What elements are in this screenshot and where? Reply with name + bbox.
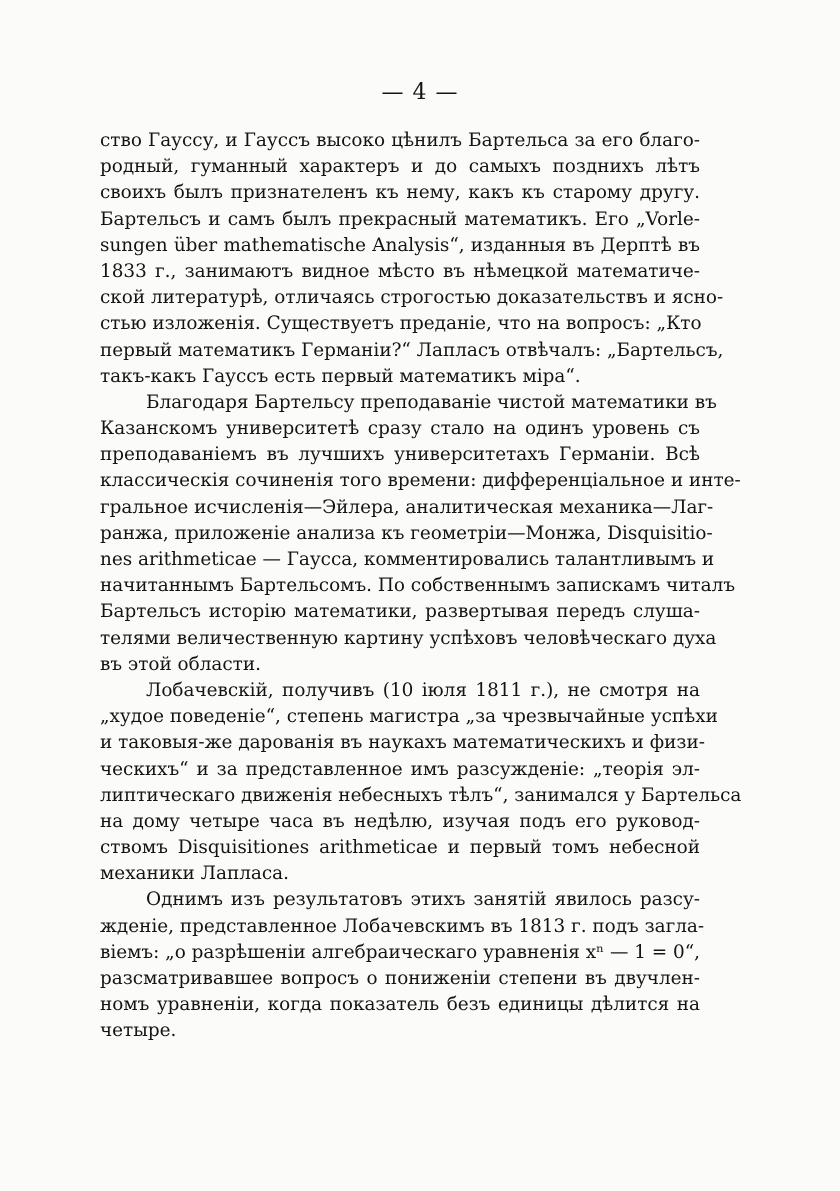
text-line: гральное исчисленія—Эйлера, аналитическая механика—Лаг-	[100, 496, 714, 518]
text-line: ствомъ Disquisitiones arithmeticae и первый томъ небесной	[100, 837, 700, 859]
text-line: Лобачевскій, получивъ (10 іюля 1811 г.), не смотря на	[146, 679, 700, 701]
text-line: ство Гауссу, и Гауссъ высоко цѣнилъ Бартельса за его благо-	[100, 130, 700, 151]
text-line: телями величественную картину успѣховъ человѣческаго духа	[100, 627, 717, 649]
text-line: стью изложенія. Существуетъ преданіе, что на вопросъ: „Кто	[100, 313, 702, 335]
text-line: віемъ: „о разрѣшеніи алгебраическаго уравненія xⁿ — 1 = 0“,	[100, 941, 700, 963]
text-line: номъ уравненіи, когда показатель безъ единицы дѣлится на	[100, 994, 700, 1016]
text-line: жденіе, представленное Лобачевскимъ въ 1813 г. подъ загла-	[100, 915, 705, 937]
text-line: „худое поведеніе“, степень магистра „за чрезвычайные успѣхи	[100, 706, 718, 728]
text-line: Благодаря Бартельсу преподаваніе чистой математики въ	[146, 391, 717, 413]
text-line: преподаваніемъ въ лучшихъ университетахъ Германіи. Всѣ	[100, 444, 700, 466]
text-line: 1833 г., занимаютъ видное мѣсто въ нѣмецкой математиче-	[100, 260, 700, 282]
body-text	[100, 128, 742, 1045]
text-line: своихъ былъ признателенъ къ нему, какъ къ старому другу.	[100, 182, 700, 204]
paragraph-4	[100, 887, 705, 1044]
text-line: и таковыя-же дарованія въ наукахъ математическихъ и физи-	[100, 732, 705, 754]
paragraph-3	[100, 678, 742, 888]
text-line: родный, гуманный характеръ и до самыхъ позднихъ лѣтъ	[100, 156, 700, 178]
text-line: на дому четыре часа въ недѣлю, изучая подъ его руковод-	[100, 810, 700, 832]
text-line: Однимъ изъ результатовъ этихъ занятій явилось разсу-	[146, 889, 700, 911]
text-line: первый математикъ Германіи?“ Лапласъ отвѣчалъ: „Бартельсъ,	[100, 339, 724, 361]
text-line: начитаннымъ Бартельсомъ. По собственнымъ запискамъ читалъ	[100, 575, 736, 597]
text-line: ранжа, приложеніе анализа къ геометріи—Монжа, Disquisitio-	[100, 522, 713, 544]
text-line: Бартельсъ и самъ былъ прекрасный математикъ. Его „Vorle-	[100, 208, 700, 230]
text-line: Казанскомъ университетѣ сразу стало на одинъ уровень съ	[100, 418, 700, 440]
text-line: ческихъ“ и за представленное имъ разсужденіе: „теорія эл-	[100, 758, 700, 780]
text-line: ской литературѣ, отличаясь строгостью доказательствъ и ясно-	[100, 287, 724, 309]
text-line: классическія сочиненія того времени: дифференціальное и инте-	[100, 470, 741, 492]
text-line: липтическаго движенія небесныхъ тѣлъ“, занимался у Бартельса	[100, 784, 742, 806]
page-number: — 4 —	[381, 80, 459, 105]
text-line: разсматривавшее вопросъ о пониженіи степени въ двучлен-	[100, 968, 700, 989]
paragraph-1	[100, 128, 724, 390]
text-line: механики Лапласа.	[100, 863, 289, 885]
text-line: sungen über mathematische Analysis“, изданныя въ Дерптѣ въ	[100, 234, 700, 256]
text-line: такъ-какъ Гауссъ есть первый математикъ міра“.	[100, 365, 581, 387]
text-line: въ этой области.	[100, 653, 261, 675]
text-line: четыре.	[100, 1020, 177, 1042]
paragraph-2	[100, 390, 741, 678]
text-line: Бартельсъ исторію математики, развертывая передъ слуша-	[100, 601, 700, 623]
text-line: nes arithmeticae — Гаусса, комментировались талантливымъ и	[100, 549, 715, 570]
